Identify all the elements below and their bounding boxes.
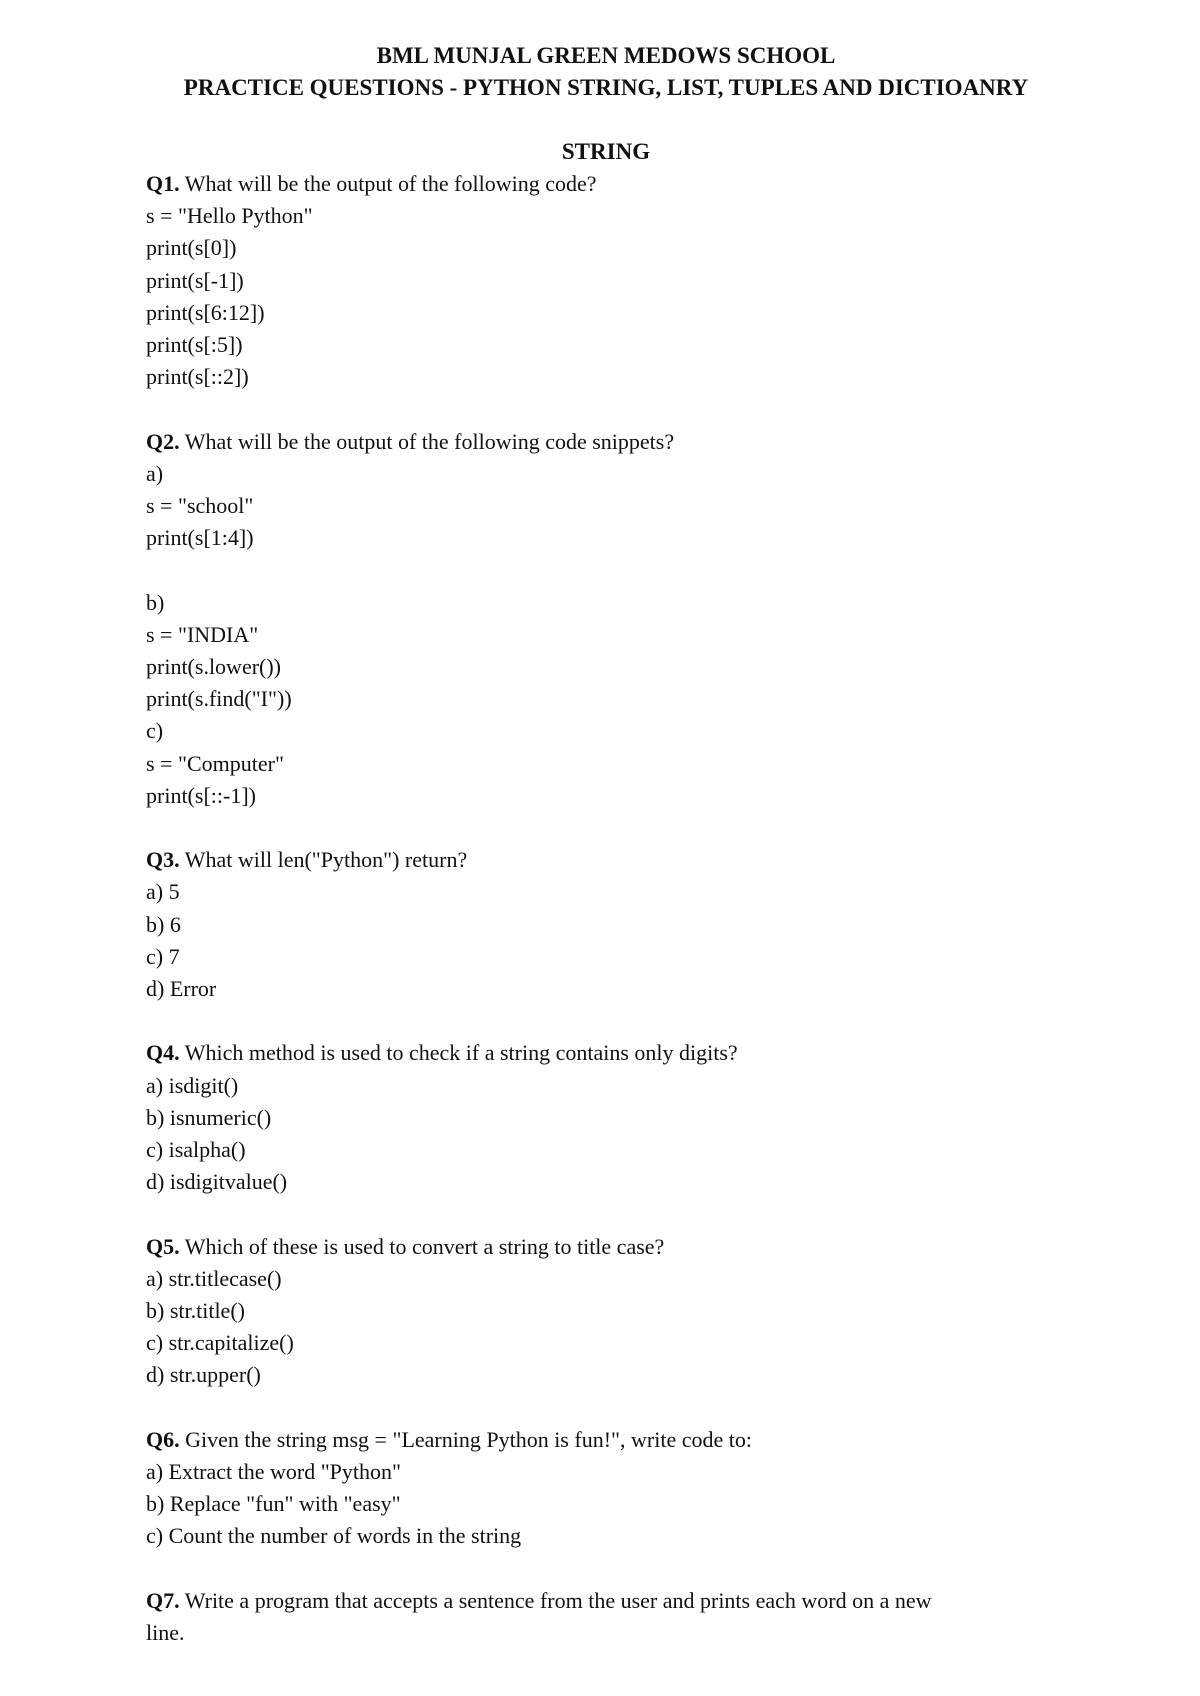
document-page	[146, 40, 1066, 1649]
question-5	[146, 1231, 1066, 1392]
option: b) 6	[146, 911, 181, 937]
spacer	[146, 554, 1066, 586]
code-line: print(s[-1])	[146, 267, 244, 293]
question-text: Q6. Given the string msg = "Learning Python is fun!", write code to:	[146, 1426, 752, 1452]
code-line: print(s[6:12])	[146, 299, 265, 325]
question-text: Q2. What will be the output of the following code snippets?	[146, 428, 675, 454]
code-line: print(s[0])	[146, 235, 237, 261]
code-line: s = "INDIA"	[146, 621, 259, 647]
question-text: Q3. What will len("Python") return?	[146, 847, 468, 873]
code-line: print(s[1:4])	[146, 525, 254, 551]
code-line: print(s[::2])	[146, 364, 249, 390]
code-line: print(s[::-1])	[146, 782, 256, 808]
code-line: print(s.find("I"))	[146, 686, 292, 712]
question-3	[146, 844, 1066, 1005]
question-number: Q2.	[146, 428, 180, 454]
question-text: Q7. Write a program that accepts a sentence from the user and prints each word on a new	[146, 1587, 932, 1613]
question-4	[146, 1037, 1066, 1198]
option: c) isalpha()	[146, 1137, 246, 1163]
document-subtitle: PRACTICE QUESTIONS - PYTHON STRING, LIST, TUPLES AND DICTIOANRY	[183, 75, 1029, 100]
question-number: Q4.	[146, 1040, 180, 1066]
spacer	[146, 812, 1066, 844]
question-6	[146, 1424, 1066, 1553]
question-text: Q4. Which method is used to check if a string contains only digits?	[146, 1040, 738, 1066]
question-number: Q6.	[146, 1426, 180, 1452]
question-text: Q5. Which of these is used to convert a string to title case?	[146, 1233, 665, 1259]
spacer	[146, 1198, 1066, 1230]
question-7	[146, 1585, 1066, 1649]
task-item: b) Replace "fun" with "easy"	[146, 1491, 401, 1517]
question-number: Q3.	[146, 847, 180, 873]
option: b) str.title()	[146, 1298, 245, 1324]
spacer	[146, 393, 1066, 425]
option: d) Error	[146, 976, 217, 1002]
snippet-label: b)	[146, 589, 165, 615]
question-number: Q5.	[146, 1233, 180, 1259]
question-number: Q1.	[146, 171, 180, 196]
snippet-label: c)	[146, 718, 164, 744]
school-name: BML MUNJAL GREEN MEDOWS SCHOOL	[376, 43, 836, 68]
option: d) str.upper()	[146, 1362, 261, 1388]
task-item: c) Count the number of words in the string	[146, 1523, 522, 1549]
question-text-continued: line.	[146, 1620, 185, 1646]
spacer	[146, 1005, 1066, 1037]
option: a) 5	[146, 879, 180, 905]
task-item: a) Extract the word "Python"	[146, 1459, 402, 1485]
question-2	[146, 426, 1066, 812]
option: b) isnumeric()	[146, 1104, 272, 1130]
question-1	[146, 168, 1066, 393]
question-number: Q7.	[146, 1587, 180, 1613]
code-line: s = "school"	[146, 493, 254, 519]
question-text: Q1. What will be the output of the following code?	[146, 171, 597, 196]
option: c) 7	[146, 943, 180, 969]
spacer	[146, 1392, 1066, 1424]
code-line: s = "Computer"	[146, 750, 284, 776]
option: a) isdigit()	[146, 1072, 239, 1098]
spacer	[146, 1553, 1066, 1585]
code-line: print(s.lower())	[146, 654, 282, 680]
option: d) isdigitvalue()	[146, 1169, 288, 1195]
code-line: print(s[:5])	[146, 332, 243, 358]
option: c) str.capitalize()	[146, 1330, 294, 1356]
option: a) str.titlecase()	[146, 1265, 282, 1291]
section-title: STRING	[561, 139, 651, 164]
snippet-label: a)	[146, 460, 164, 486]
code-line: s = "Hello Python"	[146, 203, 313, 229]
